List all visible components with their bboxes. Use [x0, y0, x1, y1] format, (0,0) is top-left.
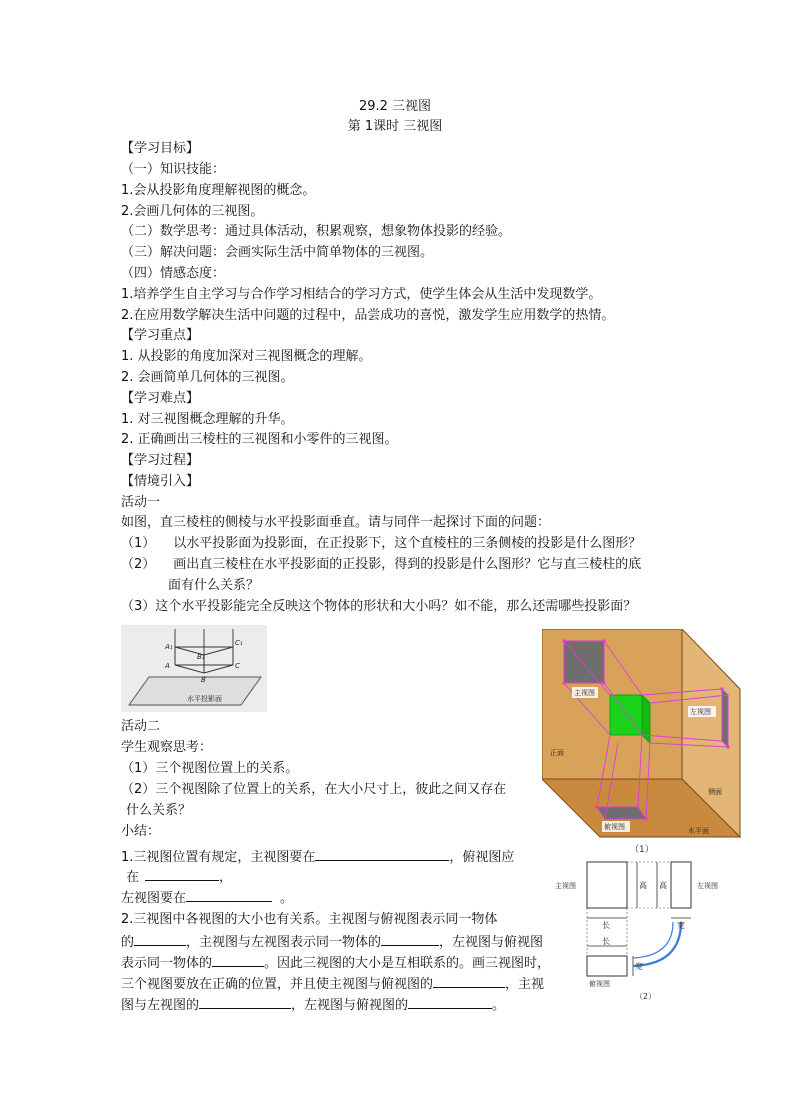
key-point-2: 2. 会画简单几何体的三视图。 — [121, 370, 294, 385]
blank-top-position[interactable] — [145, 866, 219, 881]
question-2-text-a: 画出直三棱柱在水平投影面的正投影，得到的投影是什么图形？它与直三棱柱的底 — [173, 557, 642, 572]
layout-left-view-label: 左视图 — [697, 882, 718, 890]
intro-header: 【情境引入】 — [121, 474, 200, 489]
activity-2-title: 活动二 — [121, 719, 161, 734]
label-b1: B₁ — [197, 653, 205, 661]
box-front-view-label: 主视图 — [574, 689, 595, 697]
observe-header: 学生观察思考： — [121, 740, 213, 755]
goals-header: 【学习目标】 — [121, 141, 200, 156]
activity-1-title: 活动一 — [121, 495, 161, 510]
height-label-1: 高 — [639, 881, 647, 890]
summary-2-line-2: 的 ，主视图与左视图表示同一物体的 ，左视图与俯视图 — [121, 931, 543, 953]
question-1-number: （1） — [121, 536, 156, 551]
knowledge-header: （一）知识技能： — [121, 162, 226, 177]
summary-1-line-1: 1.三视图位置有规定，主视图要在 ，俯视图应 — [121, 846, 514, 868]
label-a: A — [165, 662, 170, 670]
key-points-header: 【学习重点】 — [121, 328, 200, 343]
question-2-text-b: 面有什么关系？ — [168, 578, 260, 593]
summary-2-line-4: 三个视图要放在正确的位置，并且使主视图与俯视图的 ，主视 — [121, 973, 544, 995]
question-1-text: 以水平投影面为投影面，在正投影下，这个直棱柱的三条侧棱的投影是什么图形？ — [173, 536, 642, 551]
length-label-2: 长 — [602, 937, 610, 946]
box-horizontal-plane-label: 水平面 — [688, 827, 709, 835]
figure-2-caption: （2） — [635, 992, 657, 1001]
projection-box-figure — [542, 629, 742, 840]
difficulty-header: 【学习难点】 — [121, 391, 200, 406]
layout-front-view-label: 主视图 — [555, 882, 576, 890]
width-label-2: 宽 — [635, 962, 643, 971]
blank-front-position[interactable] — [315, 846, 449, 861]
page-subtitle: 第 1课时 三视图 — [347, 119, 443, 134]
attitude-item-1: 1.培养学生自主学习与合作学习相结合的学习方式，使学生体会从生活中发现数学。 — [121, 287, 602, 302]
box-left-view-label: 左视图 — [690, 708, 711, 716]
observe-item-2a: （2）三个视图除了位置上的关系，在大小尺寸上，彼此之间又存在 — [121, 782, 507, 797]
observe-item-2b: 什么关系？ — [126, 803, 192, 818]
key-point-1: 1. 从投影的角度加深对三视图概念的理解。 — [121, 349, 372, 364]
blank-left-top-rule[interactable] — [408, 994, 492, 1009]
problem-solving: （三）解决问题：会画实际生活中简单物体的三视图。 — [121, 245, 434, 260]
question-3: （3）这个水平投影能完全反映这个物体的形状和大小吗？如不能，那么还需哪些投影面？ — [121, 599, 637, 614]
prism-projection-figure — [121, 625, 267, 712]
label-a1: A₁ — [165, 643, 173, 651]
activity-1-desc: 如图，直三棱柱的侧棱与水平投影面垂直。请与同伴一起探讨下面的问题： — [121, 515, 551, 530]
summary-2-line-5: 图与左视图的 ，左视图与俯视图的 。 — [121, 994, 505, 1016]
difficulty-2: 2. 正确画出三棱柱的三视图和小零件的三视图。 — [121, 432, 398, 447]
blank-left-position[interactable] — [186, 887, 272, 902]
blank-front-left-rule[interactable] — [199, 994, 291, 1009]
process-header: 【学习过程】 — [121, 453, 200, 468]
blank-front-left-relation[interactable] — [381, 931, 439, 946]
summary-1-line-3: 左视图要在 。 — [121, 887, 293, 909]
width-label-1: 宽 — [677, 921, 685, 930]
observe-item-1: （1）三个视图位置上的关系。 — [121, 761, 299, 776]
question-2 — [121, 555, 641, 575]
label-c: C — [235, 662, 240, 670]
box-top-view-label: 俯视图 — [604, 823, 625, 831]
summary-2-line-3: 表示同一物体的 。因此三视图的大小是互相联系的。画三视图时， — [121, 952, 550, 974]
height-label-2: 高 — [659, 881, 667, 890]
question-2-number: （2） — [121, 557, 156, 572]
attitude-item-2: 2.在应用数学解决生活中问题的过程中，品尝成功的喜悦，激发学生应用数学的热情。 — [121, 308, 615, 323]
math-thinking: （二）数学思考：通过具体活动，积累观察，想象物体投影的经验。 — [121, 224, 512, 239]
summary-1-line-2: 在 ， — [126, 866, 232, 888]
knowledge-item-2: 2.会画几何体的三视图。 — [121, 204, 264, 219]
box-side-plane-label: 侧面 — [708, 788, 722, 796]
label-b: B — [201, 676, 206, 684]
length-label-1: 长 — [602, 921, 610, 930]
layout-top-view-label: 俯视图 — [589, 980, 610, 988]
plane-label: 水平投影面 — [187, 695, 222, 703]
label-c1: C₁ — [235, 639, 243, 647]
blank-front-top-rule[interactable] — [433, 973, 505, 988]
summary-header: 小结： — [121, 824, 161, 839]
summary-2-line-1: 2.三视图中各视图的大小也有关系。主视图与俯视图表示同一物体 — [121, 912, 498, 927]
difficulty-1: 1. 对三视图概念理解的升华。 — [121, 412, 294, 427]
box-front-plane-label: 正面 — [550, 749, 564, 757]
blank-front-top-relation[interactable] — [134, 931, 186, 946]
figure-1-caption: （1） — [630, 845, 654, 855]
three-view-layout-figure — [553, 852, 743, 1002]
page-title: 29.2 三视图 — [358, 99, 432, 114]
question-1 — [121, 534, 641, 554]
blank-left-top-relation[interactable] — [212, 952, 264, 967]
attitude-header: （四）情感态度： — [121, 266, 226, 281]
knowledge-item-1: 1.会从投影角度理解视图的概念。 — [121, 183, 316, 198]
